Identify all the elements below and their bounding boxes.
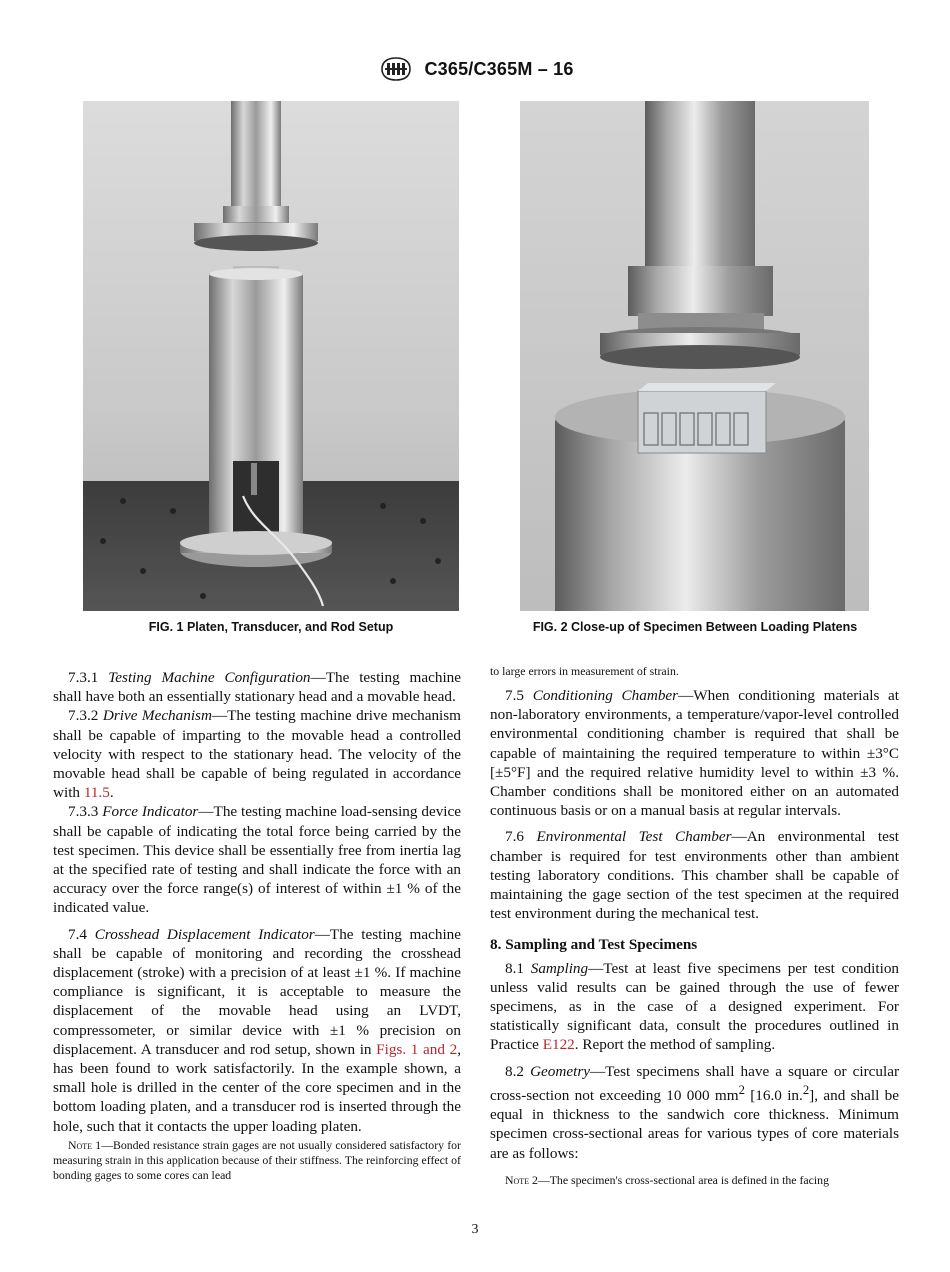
standard-designation: C365/C365M – 16: [424, 58, 574, 79]
section-link-11-5[interactable]: 11.5: [83, 784, 110, 802]
figure-1-caption: FIG. 1 Platen, Transducer, and Rod Setup: [148, 620, 394, 634]
paragraph-8-1: 8.1 Sampling—Test at least five specimens per test condition unless valid results can be gained through the use of fewer specimens, as in the case of a designed experiment. For statistically significant data, consult the procedures outlined in Practice E122. Report the method of sampling.: [490, 959, 900, 1054]
figure-1-photo: [83, 101, 459, 611]
figure-link[interactable]: Figs. 1 and 2: [376, 1040, 458, 1058]
paragraph-7-3-1: 7.3.1 Testing Machine Configuration—The testing machine shall have both an essentially stationary head and a movable head.: [53, 669, 462, 706]
note-1: Note 1—Bonded resistance strain gages are not usually considered satisfactory for measuring strain in this application because of their stiffness. The reinforcing effect of bonding gages to some cores can lead: [53, 1137, 461, 1182]
right-column: [490, 664, 900, 1188]
paragraph-7-5: 7.5 Conditioning Chamber—When conditioning materials at non-laboratory environments, a temperature/vapor-level controlled environmental conditioning chamber is required that shall be capable of maintaining the required temperature to within ±3°C [±5°F] and the required relative humidity level to within ±3 %. Chamber conditions shall be monitored either on an automated continuous basis or on a manual basis at regular intervals.: [490, 687, 899, 820]
paragraph-7-6: 7.6 Environmental Test Chamber—An environmental test chamber is required for test environments other than ambient testing laboratory conditions. This chamber shall be capable of maintaining the gage section of the test specimen at the required test environment during the mechanical test.: [490, 828, 900, 923]
figure-2-photo: [520, 101, 869, 611]
paragraph-8-2: 8.2 Geometry—Test specimens shall have a square or circular cross-section not exceeding 10 000 $mm^2$ [16.0 in.$^2$], and shall be equal in thickness to the sandwich core thickness. Minimum specimen cross-sectional areas for various types of core materials are as follows:: [490, 1062, 900, 1162]
figure-2-caption: FIG. 2 Close-up of Specimen Between Loading Platens: [532, 620, 858, 634]
paragraph-7-3-2: 7.3.2 Drive Mechanism—The testing machine drive mechanism shall be capable of imparting to the movable head a controlled velocity with respect to the stationary head. The velocity of the movable head shall be capable of being regulated in accordance with 11.5.: [53, 707, 461, 802]
note-2: Note 2—The specimen's cross-sectional area is defined in the facing: [505, 1172, 829, 1187]
page-number: 3: [471, 1222, 479, 1237]
astm-logo-icon: [376, 56, 416, 82]
paragraph-7-3-3: 7.3.3 Force Indicator—The testing machine load-sensing device shall be capable of indicating the total force being carried by the test specimen. This device shall be essentially free from inertia lag at the specified rate of testing and shall indicate the force with an accuracy over the force range(s) of interest of within ±1 % of the indicated value.: [53, 803, 461, 917]
page-header: [0, 54, 950, 84]
section-8-heading: 8. Sampling and Test Specimens: [490, 936, 698, 954]
standard-link-e122[interactable]: E122: [542, 1036, 575, 1054]
paragraph-7-4: 7.4 Crosshead Displacement Indicator—The testing machine shall be capable of monitoring and recording the crosshead displacement (stroke) with a precision of at least ±1 %. If machine compliance is significant, it is acceptable to measure the displacement of the movable head using an LVDT, compressometer, or similar device with ±1 % precision on displacement. A transducer and rod setup, shown in Figs. 1 and 2, has been found to work satisfactorily. In the example shown, a small hole is drilled in the center of the core specimen and in the bottom loading platen, and a transducer rod is inserted through the hole, such that it contacts the upper loading platen.: [53, 925, 461, 1135]
note-1-continued: to large errors in measurement of strain.: [490, 664, 679, 678]
left-column: [53, 668, 461, 1183]
